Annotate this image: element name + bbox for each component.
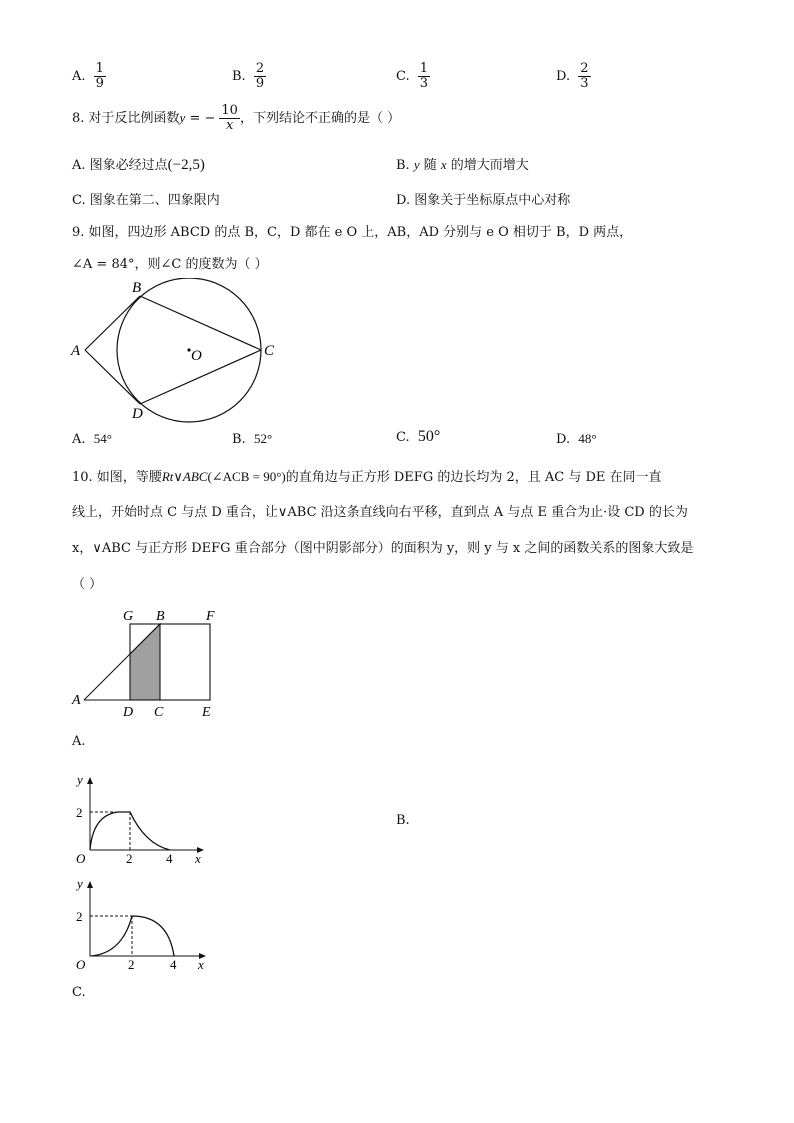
q8-option-a: A. 图象必经过点(−2,5) — [72, 157, 205, 173]
q10-option-b-label: B. — [396, 813, 410, 828]
label-y: y — [77, 772, 83, 787]
label-b: B — [132, 280, 142, 296]
q10-stem-line3: x，∨ABC 与正方形 DEFG 重合部分（图中阴影部分）的面积为 y，则 y 与 x 之间的函数关系的图象大致是 — [72, 541, 694, 556]
label-a: A — [71, 343, 81, 359]
q10-option-a-label: A. — [72, 734, 86, 749]
tick-x-4: 4 — [170, 957, 177, 972]
q9-option-c: C. 50° — [396, 428, 441, 445]
tick-x-2: 2 — [126, 851, 133, 866]
y-axis-arrow — [87, 777, 93, 784]
q7-option-c: C. $\frac{1}{3}$ — [396, 61, 429, 91]
q10-stem-line4: （ ） — [72, 577, 103, 592]
label-f: F — [206, 609, 215, 624]
shaded-region — [130, 624, 160, 700]
tick-y-2: 2 — [76, 805, 83, 820]
label-d: D — [123, 705, 134, 720]
q10-stem-line2: 线上，开始时点 C 与点 D 重合，让∨ABC 沿这条直线向右平移，直到点 A 与点 E 重合为止·设 CD 的长为 — [72, 505, 688, 520]
q7-option-d: D. $\frac{2}{3}$ — [556, 61, 589, 91]
q9-stem-line2: ∠A = 84°，则∠C 的度数为（ ） — [72, 257, 268, 272]
tick-y-2: 2 — [76, 909, 83, 924]
fraction: $\frac{1}{3}$ — [419, 61, 429, 91]
label-d: D — [132, 406, 143, 422]
q8-option-d: D. 图象关于坐标原点中心对称 — [396, 193, 571, 208]
label-o: O — [76, 851, 86, 866]
label-e: E — [202, 705, 211, 720]
q10-stem-line1: 10. 如图，等腰Rt∨ABC(∠ACB = 90°)的直角边与正方形 DEFG 的边长均为 2，且 AC 与 DE 在同一直 — [72, 469, 662, 485]
q10-graph-1 — [70, 770, 210, 866]
segment-ad — [85, 350, 140, 404]
label-o: O — [191, 348, 202, 364]
label-b: B — [156, 609, 165, 624]
q8-option-c: C. 图象在第二、四象限内 — [72, 193, 220, 208]
q10-graph-2 — [70, 874, 214, 972]
q9-option-b: B. 52° — [232, 431, 273, 447]
q9-option-a: A. 54° — [72, 431, 112, 447]
q8-option-b: B. y 随 x 的增大而增大 — [396, 157, 529, 173]
fraction: $\frac{1}{9}$ — [95, 61, 104, 91]
q9-stem-line1: 9. 如图，四边形 ABCD 的点 B，C，D 都在 e O 上，AB，AD 分别与 e O 相切于 B，D 两点， — [72, 225, 633, 240]
label-x: x — [198, 957, 204, 972]
q9-option-d: D. 48° — [556, 431, 597, 447]
tick-x-4: 4 — [166, 851, 173, 866]
q10-option-c-label: C. — [72, 985, 86, 1000]
label-x: x — [195, 851, 201, 866]
fraction: $\frac{2}{3}$ — [580, 61, 589, 91]
q7-option-a: A. $\frac{1}{9}$ — [72, 61, 104, 91]
label-c: C — [154, 705, 164, 720]
label-c: C — [264, 343, 275, 359]
label-g: G — [123, 609, 134, 624]
tick-x-2: 2 — [128, 957, 135, 972]
fraction: $\frac{2}{9}$ — [255, 61, 265, 91]
label-y: y — [77, 876, 83, 891]
label-o: O — [76, 957, 86, 972]
q10-square-figure — [68, 604, 228, 720]
segment-ab — [85, 296, 140, 350]
segment-bc — [140, 296, 261, 350]
q7-option-b: B. $\frac{2}{9}$ — [232, 61, 265, 91]
y-axis-arrow — [87, 881, 93, 888]
label-a: A — [72, 693, 81, 708]
q9-circle-figure — [68, 278, 288, 428]
fraction: $\frac{10}{x}$ — [221, 103, 238, 133]
q8-stem: 8. 对于反比例函数y = − $\frac{10}{x}$ ，下列结论不正确的是（ ） — [72, 103, 401, 133]
